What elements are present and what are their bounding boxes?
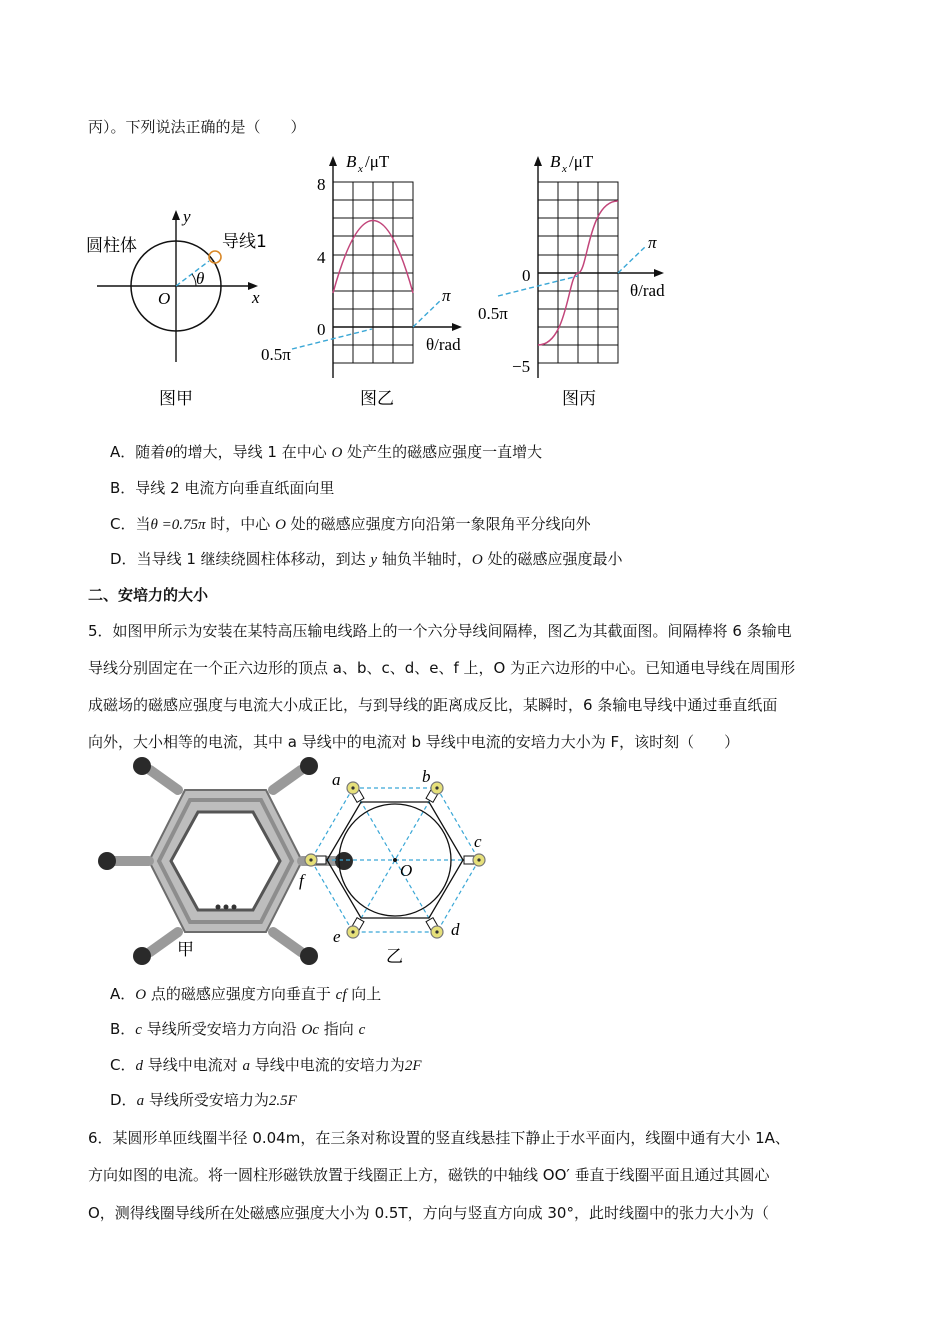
hex-label-f: f <box>299 871 304 890</box>
yi-tick-0: 0 <box>317 320 326 339</box>
grid-yi <box>333 182 413 363</box>
q6-stem-line-1: 6．某圆形单匝线圈半径 0.04m，在三条对称设置的竖直线悬挂下静止于水平面内，线圈中通有大小 1A、 <box>88 1129 790 1147</box>
q5-option-b: B．c 导线所受安培力方向沿 Oc 指向 c <box>110 1020 366 1038</box>
bing-yunit: /μT <box>569 152 594 171</box>
hex-label-a: a <box>332 770 341 789</box>
yi-ysub: x <box>358 163 363 175</box>
q5-stem-line-2: 导线分别固定在一个正六边形的顶点 a、b、c、d、e、f 上，O 为正六边形的中心。已知通电导线在周围形 <box>88 659 796 677</box>
axis-y-label: y <box>183 207 191 226</box>
label-wire1: 导线1 <box>222 232 267 252</box>
hex-label-O: O <box>400 861 413 880</box>
axis-x-label: x <box>252 288 260 307</box>
q4-option-b: B．导线 2 电流方向垂直纸面向里 <box>110 479 335 497</box>
hex-label-c: c <box>474 832 482 851</box>
fig4-jia <box>86 207 267 409</box>
q5-option-d: D．a 导线所受安培力为2.5F <box>110 1091 297 1109</box>
q4-option-a: A．随着θ的增大，导线 1 在中心 O 处产生的磁感应强度一直增大 <box>110 443 543 461</box>
caption-jia: 图甲 <box>159 389 193 409</box>
hex-label-d: d <box>451 920 460 939</box>
fig4-bing <box>478 152 665 409</box>
hex-label-e: e <box>333 927 341 946</box>
bing-xunit: θ/rad <box>630 281 665 300</box>
q5-stem-line-3: 成磁场的磁感应强度与电流大小成正比，与到导线的距离成反比，某瞬时，6 条输电导线中通过垂直纸面 <box>88 696 778 714</box>
bing-ylabel: B <box>550 152 561 171</box>
bing-label-halfpi: 0.5π <box>478 304 508 323</box>
bing-label-pi: π <box>648 233 657 252</box>
fig4-yi <box>261 152 462 409</box>
q5-option-c: C．d 导线中电流对 a 导线中电流的安培力为2F <box>110 1056 422 1074</box>
section-2-title: 二、安培力的大小 <box>88 586 209 604</box>
q6-stem-line-3: O，测得线圈导线所在处磁感应强度大小为 0.5T，方向与竖直方向成 30°，此时线圈中的张力大小为（ <box>88 1204 769 1222</box>
caption-bing: 图丙 <box>562 389 596 409</box>
q4-option-c: C．当θ =0.75π 时，中心 O 处的磁感应强度方向沿第一象限角平分线向外 <box>110 515 591 533</box>
yi-label-halfpi: 0.5π <box>261 345 291 364</box>
yi-yunit: /μT <box>365 152 390 171</box>
caption-yi: 图乙 <box>360 389 394 409</box>
q4-stem-tail: 丙）。下列说法正确的是（ ） <box>88 118 306 136</box>
yi-ylabel: B <box>346 152 357 171</box>
origin-label: O <box>158 289 171 308</box>
bing-ysub: x <box>562 163 567 175</box>
label-cylinder: 圆柱体 <box>86 236 137 256</box>
caption-5-jia: 甲 <box>177 940 194 960</box>
yi-label-pi: π <box>442 286 451 305</box>
yi-tick-8: 8 <box>317 175 326 194</box>
fig5-yi-hexagon <box>299 767 485 967</box>
yi-xunit: θ/rad <box>426 335 461 354</box>
bing-tick-neg5: −5 <box>512 357 531 376</box>
q5-stem-line-1: 5．如图甲所示为安装在某特高压输电线路上的一个六分导线间隔棒，图乙为其截面图。间隔棒将 6 条输电 <box>88 622 792 640</box>
q6-stem-line-2: 方向如图的电流。将一圆柱形磁铁放置于线圈正上方，磁铁的中轴线 OO′ 垂直于线圈平面且通过其圆心 <box>88 1166 770 1184</box>
hex-label-b: b <box>422 767 431 786</box>
yi-tick-4: 4 <box>317 248 326 267</box>
q5-stem-line-4: 向外，大小相等的电流，其中 a 导线中的电流对 b 导线中电流的安培力大小为 F，该时刻（ ） <box>88 733 740 751</box>
bing-tick-0: 0 <box>522 266 531 285</box>
angle-label: θ <box>196 269 205 288</box>
q4-option-d: D．当导线 1 继续绕圆柱体移动，到达 y 轴负半轴时，O 处的磁感应强度最小 <box>110 550 623 568</box>
q5-option-a: A．O 点的磁感应强度方向垂直于 cf 向上 <box>110 985 382 1003</box>
caption-5-yi: 乙 <box>386 947 403 967</box>
